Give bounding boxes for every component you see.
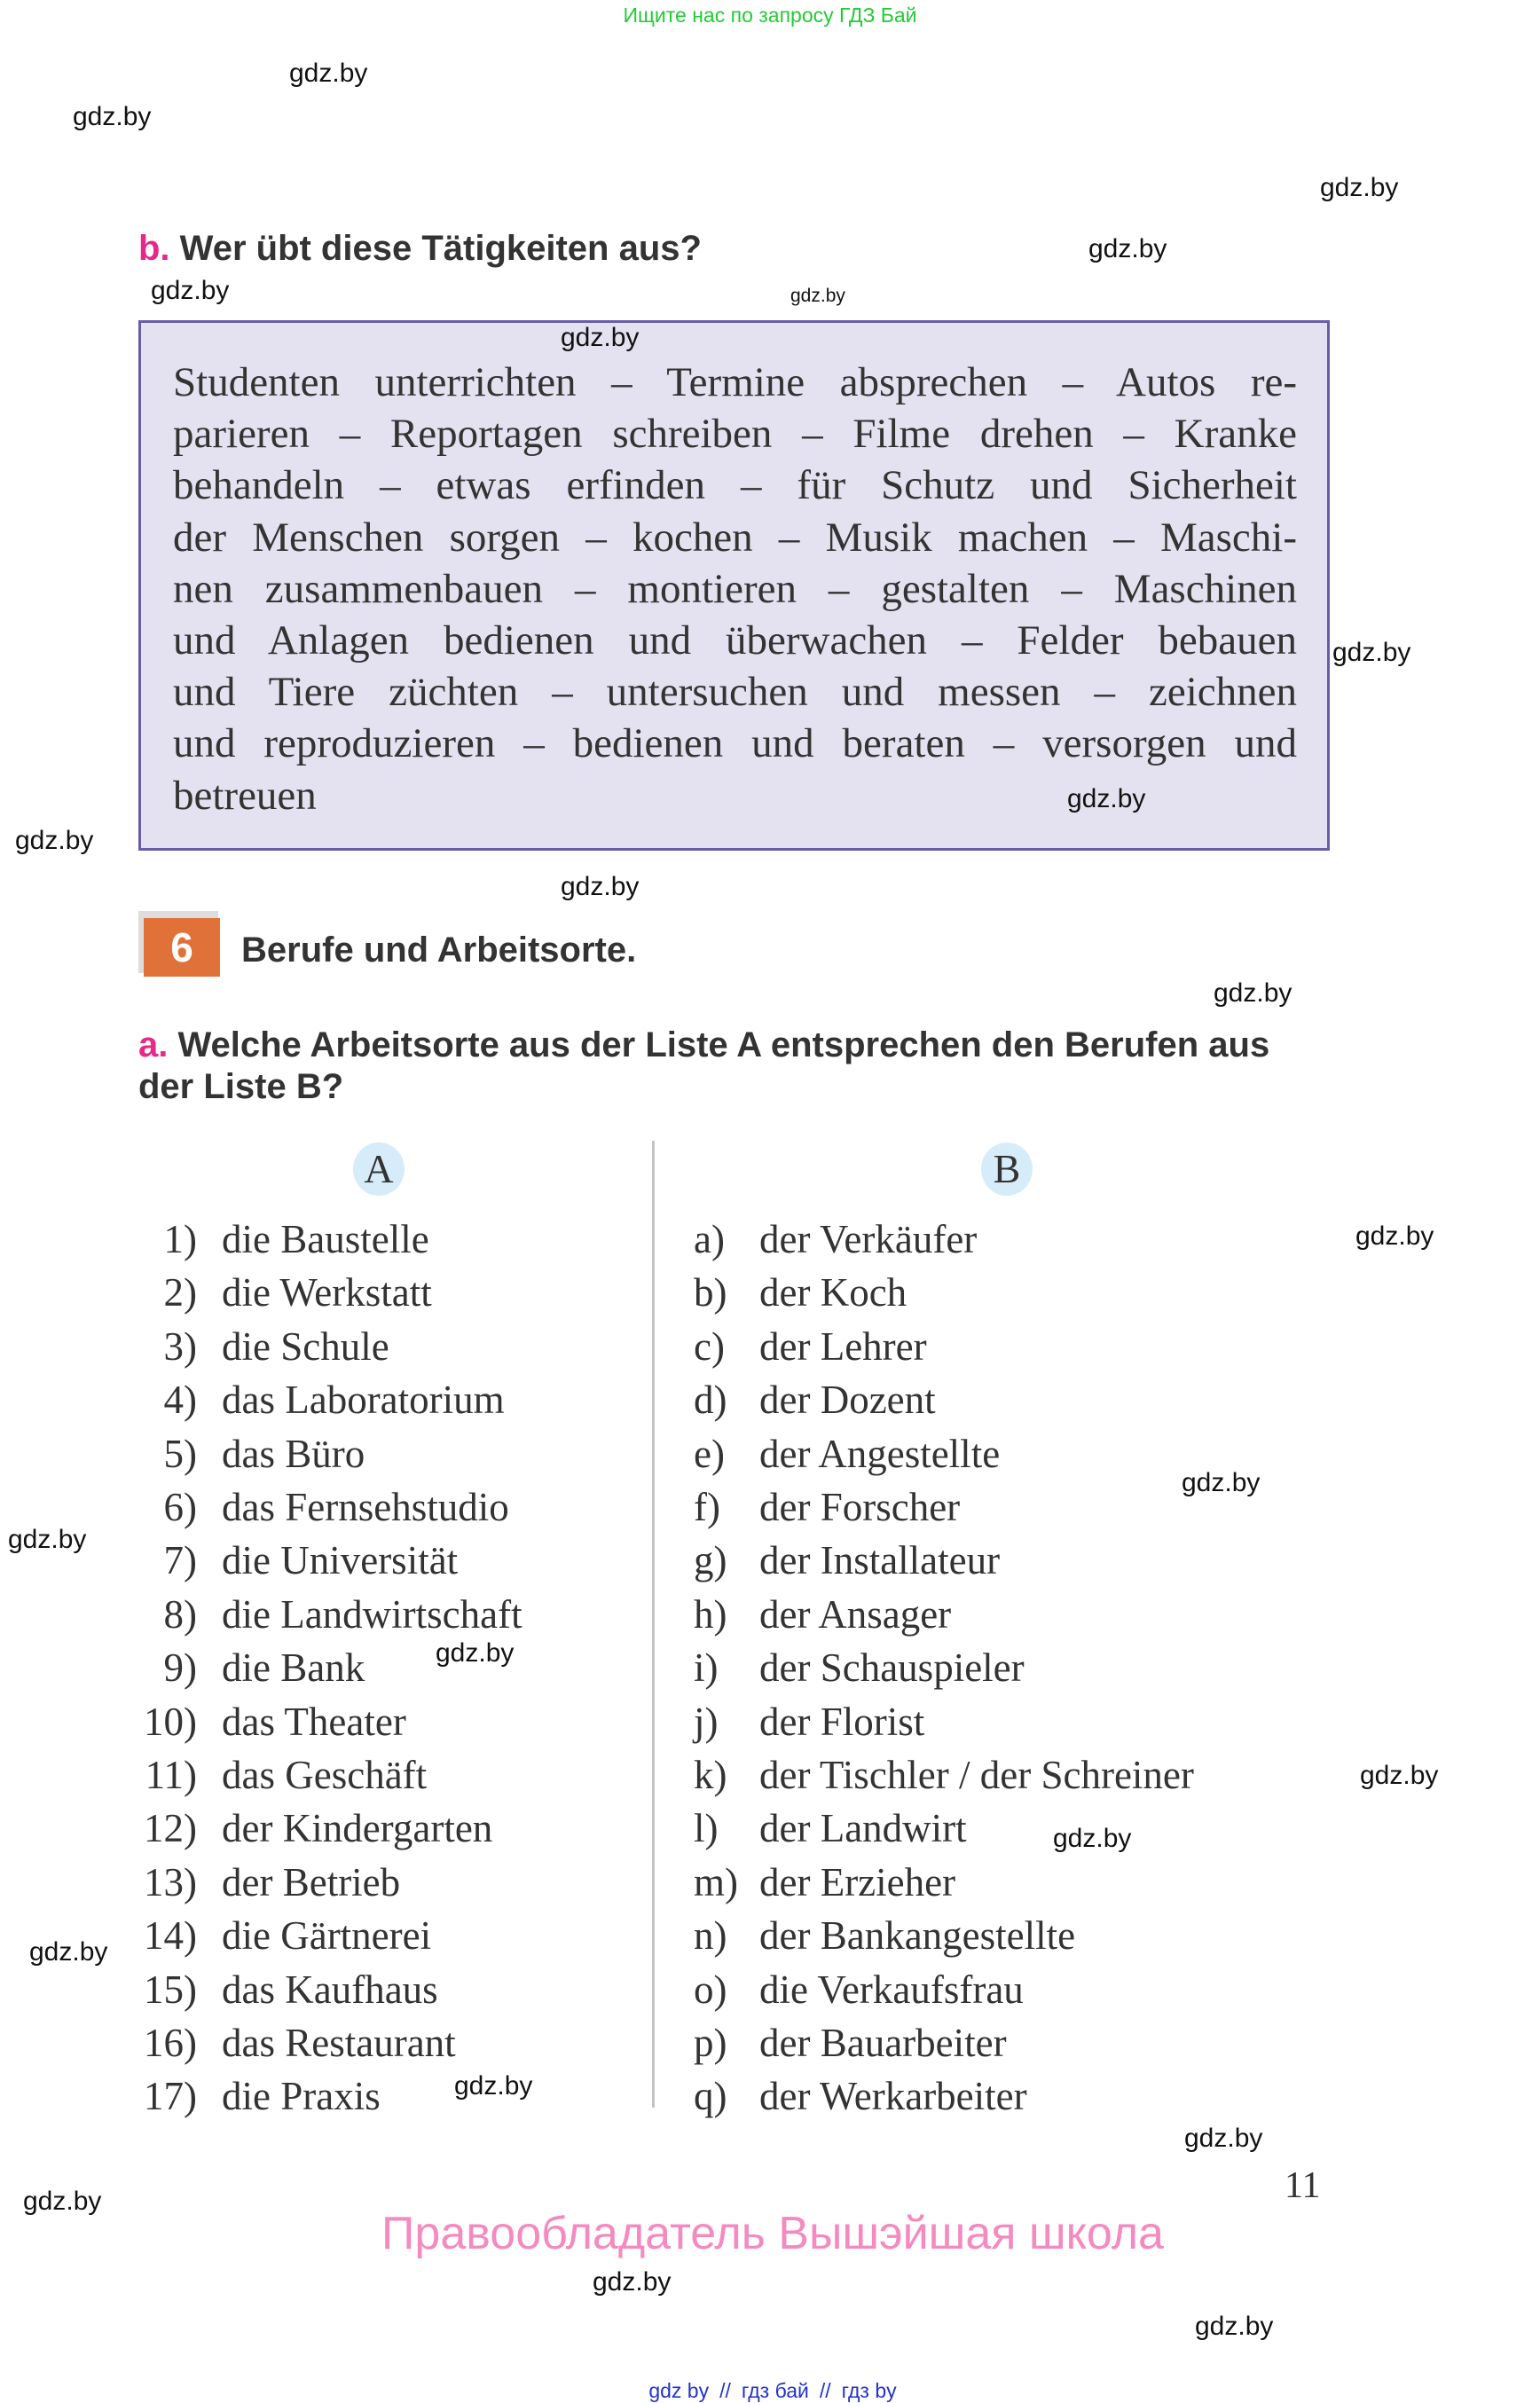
list-b-item: der Angestellte [759,1431,1001,1476]
list-a-item: der Kindergarten [222,1806,493,1851]
list-a-item: das Theater [222,1699,406,1744]
list-a-item-number: 6) [163,1485,197,1529]
list-b-item-number: j) [694,1699,719,1744]
list-b-item-number: n) [694,1913,727,1959]
watermark: gdz.by [1053,1824,1132,1853]
watermark: gdz.by [790,286,845,306]
list-a-item: die Universität [222,1538,459,1583]
task-a-line2: der Liste B? [138,1067,344,1106]
watermark: gdz.by [593,2267,672,2297]
activities-line: behandeln – etwas erfinden – für Schutz und Sicherheit [173,462,1297,509]
list-a-item-number: 3) [163,1323,197,1369]
list-a-item: die Baustelle [222,1217,429,1261]
link-separator: // [819,2379,831,2402]
watermark: gdz.by [1214,978,1292,1008]
watermark: gdz.by [15,826,94,855]
watermark: gdz.by [1195,2312,1274,2341]
watermark: gdz.by [23,2187,102,2216]
footer-links [0,2379,1540,2403]
list-a-label: A [353,1143,405,1196]
list-a-item-number: 17) [144,2074,197,2119]
list-b-item-number: b) [694,1270,727,1315]
list-b-item: der Installateur [759,1538,1001,1583]
list-b-item: der Werkarbeiter [759,2074,1027,2119]
list-b-item-number: o) [694,1967,727,2012]
list-a-item: die Landwirtschaft [222,1591,522,1637]
list-b-item-number: h) [694,1591,727,1637]
list-b-item: der Tischler / der Schreiner [759,1753,1194,1797]
watermark: gdz.by [561,323,640,352]
link-gdz-bai[interactable]: гдз бай [741,2379,809,2402]
list-a-item: die Bank [222,1645,365,1691]
section-b-marker: b. [138,229,170,268]
watermark: gdz.by [1088,234,1167,263]
list-a-item-number: 4) [163,1378,197,1423]
list-a-item: die Schule [222,1323,389,1369]
list-b-item: der Forscher [759,1485,961,1529]
list-b-item: der Ansager [759,1591,952,1637]
watermark: gdz.by [1067,784,1146,813]
list-a-item-number: 12) [144,1806,197,1851]
copyright-owner: Правообладатель Вышэйшая школа [381,2208,1164,2259]
list-a-item-number: 7) [163,1538,197,1583]
list-a-item: das Laboratorium [222,1378,505,1423]
list-a-item-number: 10) [144,1699,197,1744]
list-a-item: das Fernsehstudio [222,1485,509,1529]
activities-line: Studenten unterrichten – Termine absprechen – Autos re- [173,359,1297,405]
link-gdz-by-cyr[interactable]: гдз by [841,2379,897,2402]
activities-line: der Menschen sorgen – kochen – Musik machen – Maschi- [173,514,1297,561]
activities-line: und Tiere züchten – untersuchen und messen – zeichnen [173,669,1297,716]
list-b-item: die Verkaufsfrau [759,1967,1024,2012]
list-a-item: das Büro [222,1431,365,1476]
list-a-item-number: 5) [163,1431,197,1476]
list-b-item: der Dozent [759,1378,936,1423]
activities-line: betreuen [173,772,317,819]
activities-line: nen zusammenbauen – montieren – gestalten – Maschinen [173,565,1297,612]
exercise-title: Berufe und Arbeitsorte. [241,931,637,970]
list-b-item: der Lehrer [759,1323,927,1369]
list-b-item: der Verkäufer [759,1217,978,1261]
list-b-item: der Erzieher [759,1859,956,1904]
watermark: gdz.by [289,59,368,88]
list-a-item: das Restaurant [222,2021,456,2065]
list-b-item-number: l) [694,1806,719,1851]
list-b-item-number: p) [694,2021,727,2065]
list-a-item-number: 8) [163,1591,197,1637]
section-b-title: Wer übt diese Tätigkeiten aus? [179,229,702,268]
list-a-item-number: 15) [144,1967,197,2012]
watermark: gdz.by [1184,2124,1263,2153]
activities-line: parieren – Reportagen schreiben – Filme drehen – Kranke [173,411,1297,458]
list-a-item: das Kaufhaus [222,1967,438,2012]
watermark: gdz.by [73,102,152,131]
section-b-heading [138,229,702,269]
activities-text [173,357,1297,821]
watermark: gdz.by [1320,173,1399,202]
activities-line: und Anlagen bedienen und überwachen – Felder bebauen [173,617,1297,664]
list-b-item-number: q) [694,2074,727,2119]
page-number: 11 [1285,2165,1321,2206]
list-b-item-number: g) [694,1538,727,1583]
list-b-item-number: e) [694,1431,725,1476]
activities-line: und reproduzieren – bedienen und beraten – versorgen und [173,720,1297,767]
list-b-label: B [981,1143,1033,1196]
watermark: gdz.by [1355,1221,1434,1251]
list-b-item: der Florist [759,1699,925,1744]
search-hint-banner[interactable]: Ищите нас по запросу ГДЗ Бай [623,4,917,27]
list-b-item: der Koch [759,1270,908,1315]
watermark: gdz.by [436,1638,515,1668]
list-b-item-number: f) [694,1485,720,1529]
list-b-item: der Landwirt [759,1806,967,1851]
task-a-marker: a. [138,1025,169,1064]
column-divider [652,1141,655,2108]
list-b-item: der Schauspieler [759,1645,1025,1691]
list-a-item-number: 14) [144,1913,197,1959]
list-a-item: das Geschäft [222,1753,428,1797]
link-gdz-by[interactable]: gdz by [648,2379,710,2402]
list-a-item-number: 16) [144,2021,197,2065]
task-a-line1: Welche Arbeitsorte aus der Liste A entsprechen den Berufen aus [177,1025,1270,1064]
watermark: gdz.by [29,1937,108,1967]
exercise-number-badge: 6 [144,918,220,977]
list-a-item: die Praxis [222,2074,381,2119]
list-a-item: die Gärtnerei [222,1913,432,1959]
link-separator: // [719,2379,731,2402]
watermark: gdz.by [561,872,640,901]
list-b-item: der Bankangestellte [759,1913,1076,1959]
list-b-item-number: i) [694,1645,719,1691]
watermark: gdz.by [1360,1761,1439,1790]
task-a-heading [138,1025,1269,1108]
list-a-item-number: 11) [145,1753,197,1797]
watermark: gdz.by [151,276,230,305]
list-b-item: der Bauarbeiter [759,2021,1007,2065]
list-b-item-number: c) [694,1323,725,1369]
list-b-item-number: a) [694,1217,725,1261]
list-a-item-number: 1) [163,1217,197,1261]
watermark: gdz.by [8,1525,87,1554]
list-b-item-number: d) [694,1378,727,1423]
list-a-item: der Betrieb [222,1859,401,1904]
list-a-item: die Werkstatt [222,1270,432,1315]
watermark: gdz.by [454,2071,533,2101]
list-a-item-number: 2) [163,1270,197,1315]
list-a-item-number: 13) [144,1859,197,1904]
watermark: gdz.by [1332,638,1411,667]
activities-box [138,320,1330,851]
list-a-item-number: 9) [163,1645,197,1691]
watermark: gdz.by [1182,1468,1261,1497]
list-b-item-number: m) [694,1859,738,1904]
list-b-item-number: k) [694,1753,727,1797]
